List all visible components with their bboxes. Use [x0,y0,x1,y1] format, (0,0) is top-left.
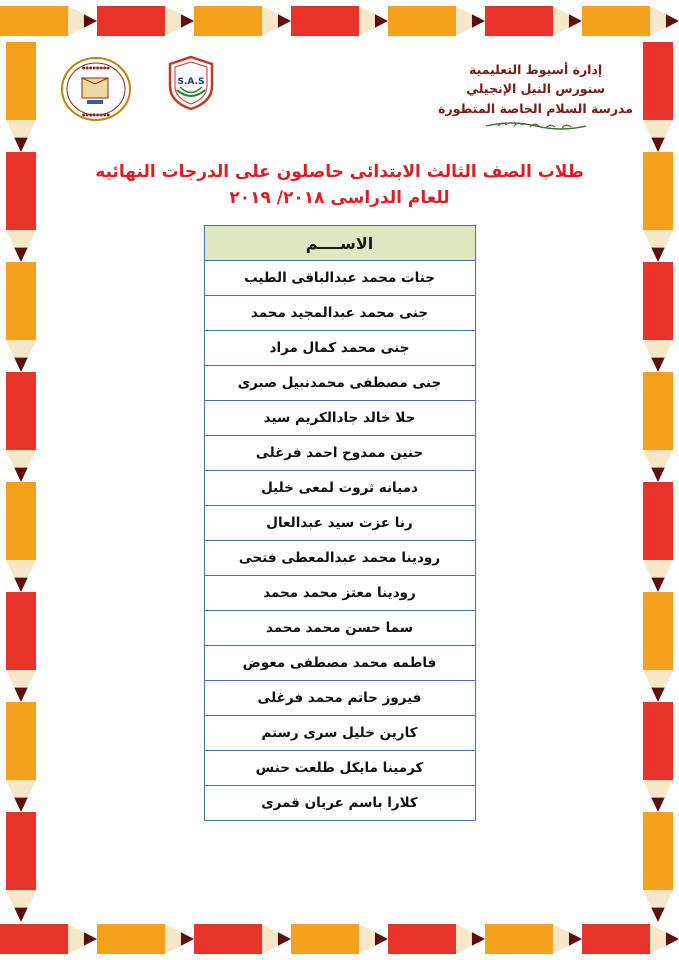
table-row [204,296,475,331]
pencil-border-bottom [0,918,679,960]
table-row [204,611,475,646]
student-name-cell: جنى محمد كمال مراد [204,331,475,366]
pencil-icon [637,702,679,812]
table-row [204,716,475,751]
table-row [204,681,475,716]
pencil-icon [582,918,679,960]
pencil-icon [637,152,679,262]
student-name-cell: رودينا محمد عبدالمعطى فتحى [204,541,475,576]
student-name-cell: فيروز حاتم محمد فرغلى [204,681,475,716]
pencil-icon [97,918,194,960]
page-title [42,160,637,211]
table-row [204,401,475,436]
student-name-cell: كرمينا مايكل طلعت حنس [204,751,475,786]
administration-block [438,60,633,137]
table-row [204,541,475,576]
pencil-border-right [637,42,679,918]
pencil-icon [0,42,42,152]
pencil-icon [485,0,582,42]
pencil-icon [0,702,42,812]
pencil-icon [0,592,42,702]
pencil-icon [194,0,291,42]
pencil-icon [97,0,194,42]
student-name-cell: فاطمه محمد مصطفى معوض [204,646,475,681]
pencil-icon [637,592,679,702]
pencil-icon [637,812,679,922]
svg-text:●●●●●●●●: ●●●●●●●● [82,112,110,117]
table-header-row [204,226,475,261]
student-name-cell: سما حسن محمد محمد [204,611,475,646]
title-line-2: للعام الدراسى ٢٠١٨/ ٢٠١٩ [229,187,450,208]
table-row [204,646,475,681]
pencil-icon [291,0,388,42]
title-line-1: طلاب الصف الثالث الابتدائى حاصلون على الدرجات النهائيه [95,162,584,182]
student-name-cell: رنا عزت سيد عبدالعال [204,506,475,541]
student-name-cell: رودينا معتز محمد محمد [204,576,475,611]
pencil-border-left [0,42,42,918]
admin-line-3: مدرسة السلام الخاصة المتطورة [438,100,633,116]
pencil-icon [0,152,42,262]
column-header-name: الاســــم [204,226,475,261]
table-row [204,576,475,611]
student-name-cell: جنى مصطفى محمدنبيل صبرى [204,366,475,401]
pencil-icon [291,918,388,960]
svg-text:S.A.S: S.A.S [177,77,205,87]
pencil-icon [0,0,97,42]
pencil-icon [582,0,679,42]
students-table-wrapper [204,225,476,821]
pencil-icon [485,918,582,960]
pencil-icon [0,482,42,592]
pencil-icon [194,918,291,960]
admin-line-2: سنورس النيل الإنجيلي [466,81,606,97]
table-row [204,751,475,786]
student-name-cell: جنى محمد عبدالمجيد محمد [204,296,475,331]
pencil-icon [0,372,42,482]
pencil-icon [637,372,679,482]
pencil-icon [388,0,485,42]
admin-line-1: إدارة أسيوط التعليمية [469,62,603,77]
document-header [42,42,637,142]
pencil-border-top [0,0,679,42]
students-table [204,225,476,821]
pencil-icon [637,482,679,592]
table-row [204,786,475,821]
student-name-cell: كلارا باسم عريان قمرى [204,786,475,821]
student-name-cell: دميانه ثروت لمعى خليل [204,471,475,506]
pencil-icon [0,262,42,372]
leaf-divider-icon [438,120,633,137]
table-row [204,261,475,296]
student-name-cell: جنات محمد عبدالباقى الطيب [204,261,475,296]
pencil-icon [637,262,679,372]
student-name-cell: حلا خالد جادالكريم سيد [204,401,475,436]
pencil-icon [0,918,97,960]
table-row [204,506,475,541]
student-name-cell: حنين ممدوح احمد فرغلى [204,436,475,471]
table-row [204,331,475,366]
pencil-icon [388,918,485,960]
assiut-education-logo-icon [60,56,132,122]
table-row [204,436,475,471]
table-row [204,471,475,506]
student-name-cell: كارين خليل سرى رستم [204,716,475,751]
svg-text:●●●●●●●●: ●●●●●●●● [82,65,110,70]
document-page [42,42,637,918]
pencil-icon [0,812,42,922]
pencil-icon [637,42,679,152]
table-row [204,366,475,401]
sas-school-crest-icon [162,54,220,112]
